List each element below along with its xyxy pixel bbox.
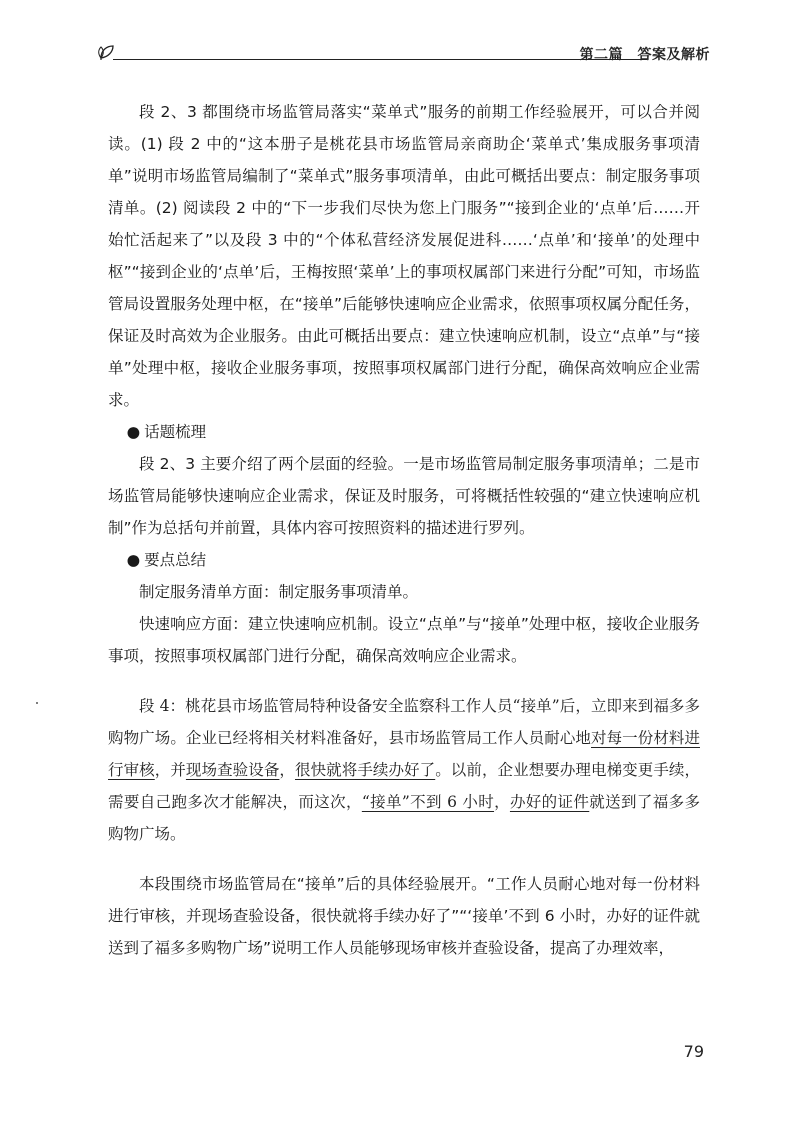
page-content <box>108 96 700 964</box>
analysis-paragraph-1: 段 2、3 都围绕市场监管局落实“菜单式”服务的前期工作经验展开，可以合并阅读。(1) 段 2 中的“这本册子是桃花县市场监管局亲商助企‘菜单式’集成服务事项清单”说明市场监管局编制了“菜单式”服务事项清单，由此可概括出要点：制定服务事项清单。(2) 阅读段 2 中的“下一步我们尽快为您上门服务”“接到企业的‘点单’后……开始忙活起来了”以及段 3 中的“个体私营经济发展促进科……‘点单’和‘接单’的处理中枢”“接到企业的‘点单’后，王梅按照‘菜单’上的事项权属部门来进行分配”可知，市场监管局设置服务处理中枢，在“接单”后能够快速响应企业需求，依照事项权属分配任务，保证及时高效为企业服务。由此可概括出要点：建立快速响应机制，设立“点单”与“接单”处理中枢，接收企业服务事项，按照事项权属部门进行分配，确保高效响应企业需求。 <box>108 103 700 409</box>
header-rule <box>113 59 647 60</box>
section-title: 第二篇 答案及解析 <box>579 47 710 63</box>
summary-item-1: 制定服务清单方面：制定服务事项清单。 <box>139 583 419 601</box>
paragraph-gap <box>108 672 700 690</box>
bullet-icon: ● <box>126 423 141 441</box>
summary-item-2: 快速响应方面：建立快速响应机制。设立“点单”与“接单”处理中枢，接收企业服务事项，按照事项权属部门进行分配，确保高效响应企业需求。 <box>108 615 700 665</box>
page-header <box>95 38 710 66</box>
page-number: 79 <box>683 1042 704 1061</box>
leaf-ornament-icon <box>95 38 125 66</box>
underlined-phrase: 对每一份材料进行审核 <box>108 729 700 779</box>
bullet-icon: ● <box>126 551 141 569</box>
analysis-paragraph-2: 段 2、3 主要介绍了两个层面的经验。一是市场监管局制定服务事项清单；二是市场监管局能够快速响应企业需求，保证及时服务，可将概括性较强的“建立快速响应机制”作为总括句并前置，具体内容可按照资料的描述进行罗列。 <box>108 455 700 537</box>
heading-key-points: ● 要点总结 <box>108 544 700 576</box>
paragraph-gap <box>108 850 700 868</box>
underlined-phrase: 办好的证件 <box>509 793 590 811</box>
analysis-paragraph-3: 本段围绕市场监管局在“接单”后的具体经验展开。“工作人员耐心地对每一份材料进行审核，并现场查验设备，很快就将手续办好了”“‘接单’不到 6 小时，办好的证件就送到了福多多购物广场”说明工作人员能够现场审核并查验设备，提高了办理效率， <box>108 875 700 957</box>
margin-speck <box>36 702 38 704</box>
underlined-phrase: 很快就将手续办好了 <box>295 761 436 779</box>
underlined-phrase: “接单”不到 6 小时 <box>361 793 495 811</box>
quoted-material-paragraph-4: 段 4：桃花县市场监管局特种设备安全监察科工作人员“接单”后，立即来到福多多购物广场。企业已经将相关材料准备好，县市场监管局工作人员耐心地对每一份材料进行审核，并现场查验设备，很快就将手续办好了。以前，企业想要办理电梯变更手续，需要自己跑多次才能解决，而这次，“接单”不到 6 小时，办好的证件就送到了福多多购物广场。 <box>108 697 700 843</box>
heading-topic-sorting: ● 话题梳理 <box>108 416 700 448</box>
underlined-phrase: 现场查验设备 <box>185 761 280 779</box>
